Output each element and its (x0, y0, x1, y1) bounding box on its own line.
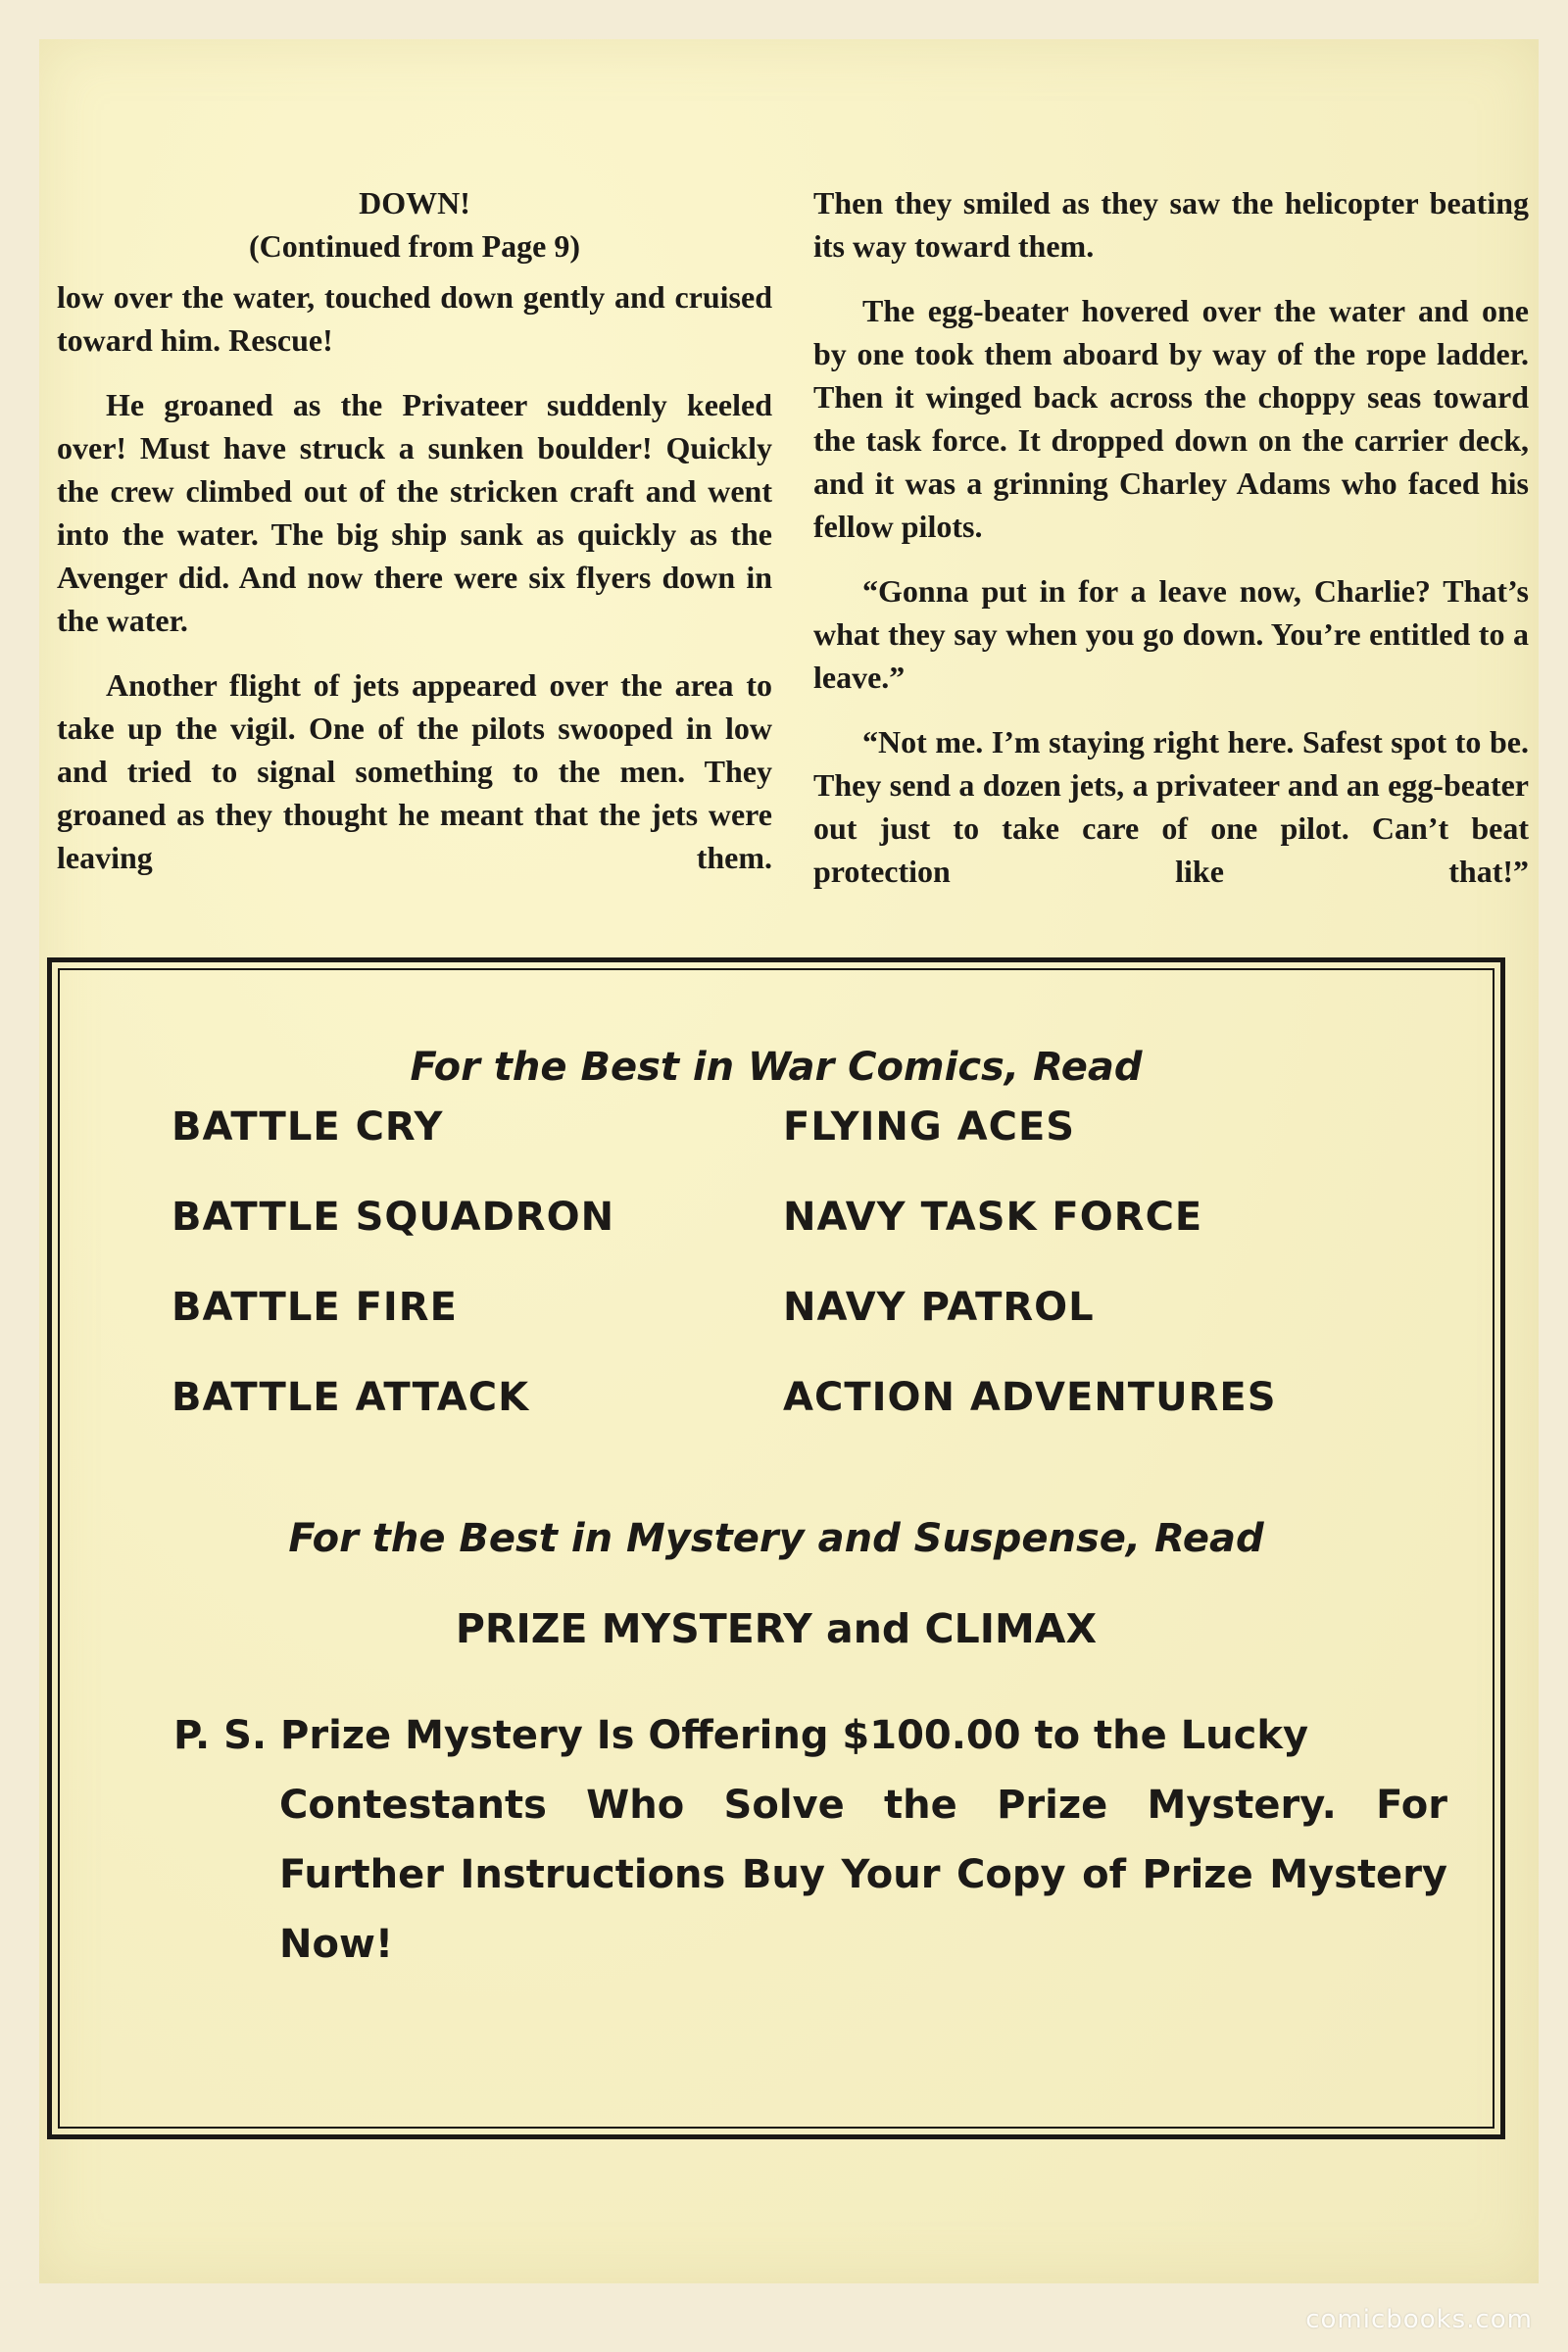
war-title: ACTION ADVENTURES (783, 1375, 1277, 1420)
war-comics-heading: For the Best in War Comics, Read (410, 1045, 1143, 1090)
story-paragraph: The egg-beater hovered over the water and one by one took them aboard by way of the rope ladder. Then it winged back across the choppy seas toward the task force. It dropped down on the carrier deck, and it was a grinning Charley Adams who faced his fellow pilots. (813, 293, 1529, 544)
story-heading (57, 181, 772, 268)
story-column-left (57, 181, 772, 901)
war-title: BATTLE SQUADRON (172, 1195, 615, 1240)
ps-note-first-line: P. S. Prize Mystery Is Offering $100.00 to the Lucky (173, 1713, 1309, 1758)
war-title: BATTLE FIRE (172, 1285, 458, 1330)
watermark: comicbooks.com (1305, 2305, 1533, 2334)
story-paragraph: “Not me. I’m staying right here. Safest spot to be. They send a dozen jets, a privateer and an egg-beater out just to take care of one pilot. Can’t beat protection like that!” (813, 724, 1529, 889)
story-paragraph: Then they smiled as they saw the helicopter beating its way toward them. (813, 185, 1529, 264)
mystery-heading: For the Best in Mystery and Suspense, Read (288, 1516, 1264, 1561)
story-paragraph: He groaned as the Privateer suddenly keeled over! Must have struck a sunken boulder! Quickly the crew climbed out of the stricken craft and went into the water. The big ship sank as quickly as the Avenger did. And now there were six flyers down in the water. (57, 387, 772, 638)
comic-page (39, 39, 1539, 2283)
story-text (47, 181, 1527, 965)
story-title: DOWN! (359, 185, 470, 220)
story-continued-note: (Continued from Page 9) (248, 228, 581, 264)
story-column-right (813, 181, 1529, 914)
house-ad-box (47, 957, 1505, 2139)
story-paragraph: “Gonna put in for a leave now, Charlie? That’s what they say when you go down. You’re entitled to a leave.” (813, 573, 1529, 695)
war-title: BATTLE CRY (172, 1104, 444, 1150)
mystery-titles: PRIZE MYSTERY and CLIMAX (455, 1605, 1098, 1652)
ps-note (173, 1701, 1447, 1980)
ps-note-continuation: Contestants Who Solve the Prize Mystery. For Further Instructions Buy Your Copy of Prize Mystery Now! (279, 1783, 1447, 1967)
story-paragraph: Another flight of jets appeared over the area to take up the vigil. One of the pilots swooped in low and tried to signal something to the men. They groaned as they thought he meant that the jets were leaving them. (57, 667, 772, 875)
war-title: BATTLE ATTACK (172, 1375, 530, 1420)
story-paragraph: low over the water, touched down gently and cruised toward him. Rescue! (57, 279, 772, 358)
war-title: NAVY TASK FORCE (783, 1195, 1203, 1240)
war-title: NAVY PATROL (783, 1285, 1095, 1330)
war-title: FLYING ACES (783, 1104, 1076, 1150)
